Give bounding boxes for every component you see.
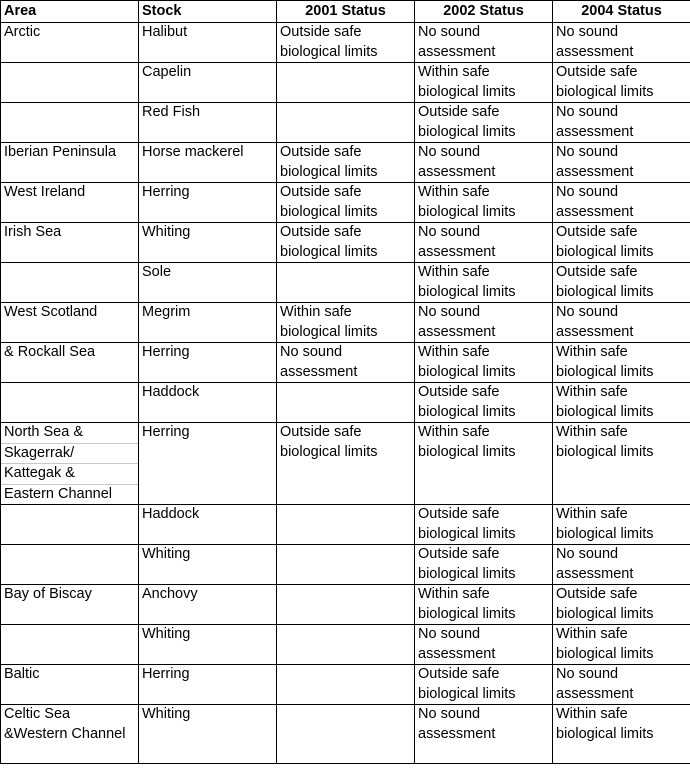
status-line: biological limits [556, 83, 654, 100]
status-line: biological limits [418, 525, 516, 542]
status-line: Outside safe [556, 586, 638, 602]
stock-cell: Capelin [139, 63, 277, 103]
status-line: Outside safe [556, 264, 638, 280]
table-row [1, 505, 690, 545]
status-2001-cell [277, 223, 415, 263]
status-2002-cell [415, 545, 553, 585]
status-2002-cell [415, 343, 553, 383]
status-2004-cell [553, 23, 690, 63]
status-2004-cell [553, 303, 690, 343]
stock-cell: Herring [139, 343, 277, 383]
status-2001-cell [277, 63, 415, 103]
status-line: Outside safe [280, 424, 362, 440]
area-line: North Sea & [1, 423, 138, 444]
status-2001-cell [277, 23, 415, 63]
status-2004-cell [553, 63, 690, 103]
stock-cell: Megrim [139, 303, 277, 343]
status-2002-cell [415, 223, 553, 263]
area-cell [1, 625, 139, 665]
status-2004-cell [553, 545, 690, 585]
table-row [1, 183, 690, 223]
status-line: No sound [418, 144, 481, 160]
status-line: No sound [418, 224, 481, 240]
area-cell: West Scotland [1, 303, 139, 343]
status-line: No sound [418, 304, 481, 320]
status-2001-cell [277, 423, 415, 505]
area-cell: Iberian Peninsula [1, 143, 139, 183]
table-row [1, 423, 690, 505]
status-line: Outside safe [280, 24, 362, 40]
stock-cell: Sole [139, 263, 277, 303]
status-line: Outside safe [418, 506, 500, 522]
status-line: Within safe [280, 304, 352, 320]
status-line: Within safe [556, 384, 628, 400]
status-line: assessment [418, 43, 496, 60]
stock-cell: Whiting [139, 625, 277, 665]
status-2001-cell [277, 705, 415, 764]
status-2002-cell [415, 585, 553, 625]
status-2004-cell [553, 223, 690, 263]
stock-cell: Haddock [139, 383, 277, 423]
table-row [1, 545, 690, 585]
area-cell: & Rockall Sea [1, 343, 139, 383]
status-line: biological limits [280, 443, 378, 460]
status-2001-cell [277, 343, 415, 383]
table-row [1, 143, 690, 183]
status-line: No sound [556, 304, 619, 320]
stock-cell: Red Fish [139, 103, 277, 143]
header-2004-status: 2004 Status [553, 1, 690, 23]
area-cell [1, 423, 139, 505]
status-line: biological limits [556, 243, 654, 260]
area-line: Skagerrak/ [1, 444, 138, 465]
status-2001-cell [277, 183, 415, 223]
status-2002-cell [415, 143, 553, 183]
status-line: assessment [280, 363, 358, 380]
status-line: No sound [556, 546, 619, 562]
status-line: assessment [556, 323, 634, 340]
status-line: biological limits [418, 565, 516, 582]
status-2004-cell [553, 383, 690, 423]
status-line: biological limits [556, 645, 654, 662]
area-cell: Baltic [1, 665, 139, 705]
table-row [1, 263, 690, 303]
status-2004-cell [553, 423, 690, 505]
status-line: Within safe [556, 626, 628, 642]
status-2004-cell [553, 625, 690, 665]
status-line: Within safe [418, 264, 490, 280]
table-row [1, 103, 690, 143]
status-line: biological limits [280, 243, 378, 260]
status-2004-cell [553, 183, 690, 223]
status-2001-cell [277, 143, 415, 183]
status-line: No sound [418, 24, 481, 40]
status-line: assessment [418, 645, 496, 662]
status-2002-cell [415, 23, 553, 63]
stock-cell: Whiting [139, 545, 277, 585]
area-line: Eastern Channel [4, 485, 113, 502]
status-line: Outside safe [418, 546, 500, 562]
status-line: biological limits [418, 283, 516, 300]
stock-cell: Anchovy [139, 585, 277, 625]
status-2001-cell [277, 505, 415, 545]
stock-cell: Herring [139, 183, 277, 223]
status-line: Outside safe [418, 384, 500, 400]
status-line: biological limits [280, 43, 378, 60]
status-line: Within safe [418, 64, 490, 80]
status-line: No sound [556, 24, 619, 40]
status-line: Outside safe [556, 64, 638, 80]
status-2002-cell [415, 183, 553, 223]
header-2001-status: 2001 Status [277, 1, 415, 23]
status-2002-cell [415, 303, 553, 343]
status-2001-cell [277, 383, 415, 423]
status-line: Outside safe [418, 104, 500, 120]
status-line: biological limits [280, 323, 378, 340]
status-line: biological limits [418, 123, 516, 140]
status-line: No sound [556, 104, 619, 120]
status-line: assessment [556, 123, 634, 140]
status-line: biological limits [280, 203, 378, 220]
status-2004-cell [553, 263, 690, 303]
table-row [1, 705, 690, 764]
stock-cell: Herring [139, 665, 277, 705]
status-line: assessment [556, 43, 634, 60]
header-2002-status: 2002 Status [415, 1, 553, 23]
stock-cell: Horse mackerel [139, 143, 277, 183]
status-2004-cell [553, 705, 690, 764]
status-line: Within safe [418, 586, 490, 602]
status-line: assessment [556, 685, 634, 702]
status-line: Within safe [556, 344, 628, 360]
table-row [1, 585, 690, 625]
area-cell: Bay of Biscay [1, 585, 139, 625]
status-line: biological limits [556, 403, 654, 420]
status-2001-cell [277, 303, 415, 343]
status-line: biological limits [280, 163, 378, 180]
status-2004-cell [553, 143, 690, 183]
area-line: Celtic Sea [4, 706, 71, 722]
table-row [1, 625, 690, 665]
stock-cell: Haddock [139, 505, 277, 545]
table-row [1, 23, 690, 63]
area-cell [1, 263, 139, 303]
status-line: No sound [280, 344, 343, 360]
status-line: Outside safe [556, 224, 638, 240]
status-line: biological limits [418, 605, 516, 622]
status-line: No sound [556, 184, 619, 200]
status-line: assessment [556, 163, 634, 180]
status-2001-cell [277, 625, 415, 665]
status-2001-cell [277, 545, 415, 585]
header-row [1, 1, 690, 23]
status-2002-cell [415, 625, 553, 665]
status-2001-cell [277, 263, 415, 303]
stock-cell: Halibut [139, 23, 277, 63]
status-line: No sound [418, 626, 481, 642]
status-line: No sound [556, 666, 619, 682]
status-line: assessment [418, 243, 496, 260]
status-line: biological limits [556, 605, 654, 622]
status-line: Within safe [418, 344, 490, 360]
status-2002-cell [415, 103, 553, 143]
status-2002-cell [415, 263, 553, 303]
area-cell [1, 545, 139, 585]
area-cell [1, 63, 139, 103]
status-2004-cell [553, 103, 690, 143]
status-line: assessment [418, 725, 496, 742]
status-2002-cell [415, 665, 553, 705]
status-line: assessment [418, 163, 496, 180]
status-line: biological limits [556, 283, 654, 300]
status-line: Within safe [556, 506, 628, 522]
table-row [1, 63, 690, 103]
status-line: Within safe [418, 424, 490, 440]
area-cell [1, 103, 139, 143]
status-line: biological limits [418, 203, 516, 220]
status-line: biological limits [556, 443, 654, 460]
status-line: Within safe [556, 706, 628, 722]
header-area: Area [1, 1, 139, 23]
stock-cell: Whiting [139, 223, 277, 263]
status-2001-cell [277, 665, 415, 705]
status-line: No sound [556, 144, 619, 160]
table-row [1, 665, 690, 705]
area-cell: Irish Sea [1, 223, 139, 263]
area-line: Kattegak & [1, 464, 138, 485]
status-line: Outside safe [280, 184, 362, 200]
status-line: biological limits [418, 363, 516, 380]
status-line: biological limits [418, 443, 516, 460]
status-line: Outside safe [280, 144, 362, 160]
area-cell [1, 383, 139, 423]
status-line: Within safe [556, 424, 628, 440]
status-2002-cell [415, 505, 553, 545]
table-row [1, 223, 690, 263]
status-line: Outside safe [418, 666, 500, 682]
status-2004-cell [553, 343, 690, 383]
status-line: biological limits [418, 403, 516, 420]
status-line: biological limits [418, 83, 516, 100]
status-line: biological limits [556, 363, 654, 380]
table-row [1, 383, 690, 423]
status-2004-cell [553, 505, 690, 545]
status-line: Within safe [418, 184, 490, 200]
status-line: Outside safe [280, 224, 362, 240]
area-cell [1, 505, 139, 545]
stock-cell: Whiting [139, 705, 277, 764]
status-line: assessment [418, 323, 496, 340]
status-2002-cell [415, 705, 553, 764]
status-line: No sound [418, 706, 481, 722]
status-line: biological limits [556, 725, 654, 742]
table-row [1, 303, 690, 343]
header-stock: Stock [139, 1, 277, 23]
area-line: &Western Channel [4, 725, 126, 742]
area-cell [1, 705, 139, 764]
status-line: biological limits [556, 525, 654, 542]
area-cell: West Ireland [1, 183, 139, 223]
status-2001-cell [277, 103, 415, 143]
status-2001-cell [277, 585, 415, 625]
status-line: assessment [556, 203, 634, 220]
stock-cell: Herring [139, 423, 277, 505]
table-row [1, 343, 690, 383]
status-line: assessment [556, 565, 634, 582]
status-2002-cell [415, 383, 553, 423]
status-2002-cell [415, 63, 553, 103]
status-line: biological limits [418, 685, 516, 702]
area-cell: Arctic [1, 23, 139, 63]
status-2004-cell [553, 585, 690, 625]
status-2004-cell [553, 665, 690, 705]
status-2002-cell [415, 423, 553, 505]
